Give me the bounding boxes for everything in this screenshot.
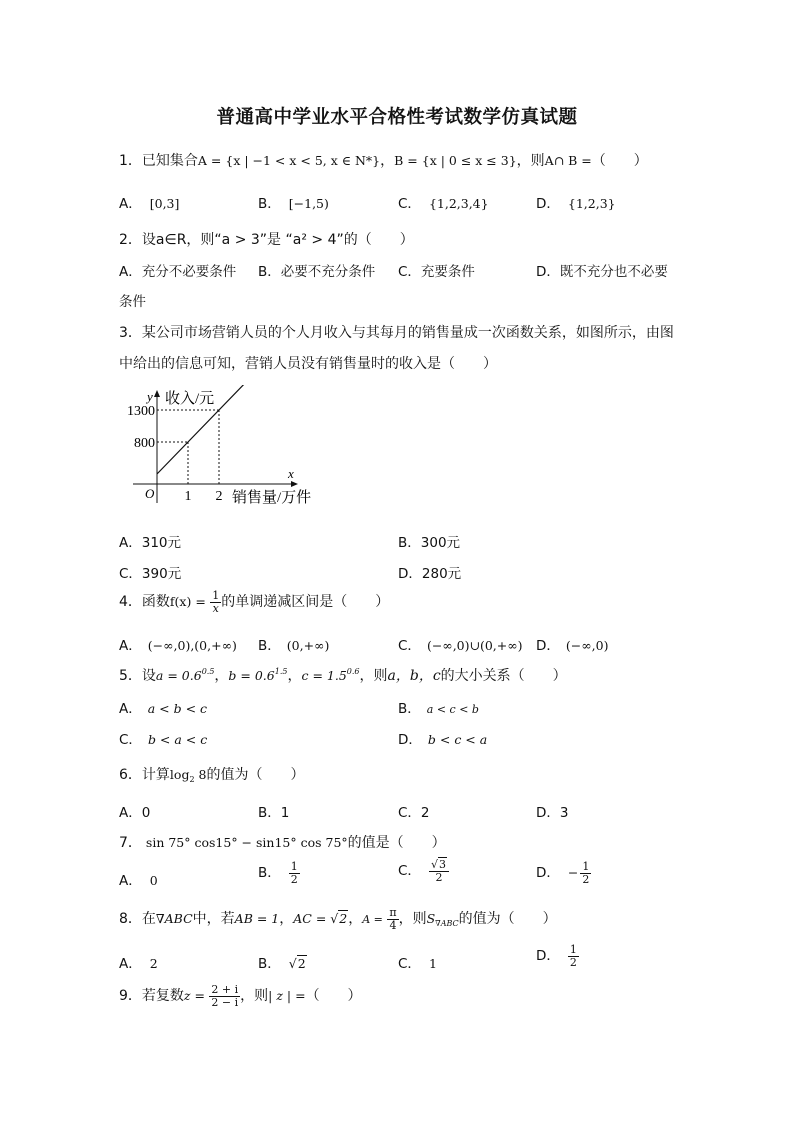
y-tick-800: 800 (134, 436, 155, 451)
set-a: A = {x | −1 < x < 5, x ∈ N*} (197, 153, 381, 168)
x-axis-label: 销售量/万件 (232, 490, 312, 506)
x-axis-letter: x (288, 466, 294, 481)
question-1 (119, 150, 648, 170)
triangle-label: ∇ABC (155, 911, 193, 927)
option-d[interactable]: D． b < c < a (398, 732, 488, 748)
question-6 (119, 764, 304, 784)
question-3 (119, 322, 674, 342)
page-title: 普通高中学业水平合格性考试数学仿真试题 (216, 107, 578, 128)
area-symbol: $S_{\nabla ABC}$ (426, 911, 459, 929)
complex-z: z = (183, 988, 205, 1004)
option-d[interactable]: D．既不充分也不必要 (536, 264, 668, 280)
question-stem-mid: ，则 (516, 153, 545, 169)
question-stem-tail: 的值为（ ） (206, 767, 305, 783)
x-tick-2: 2 (215, 489, 223, 504)
y-axis-arrow (154, 390, 160, 397)
separator: ， (380, 153, 395, 169)
y-axis-letter: y (147, 389, 153, 404)
question-stem-tail: 的大小关系（ ） (440, 668, 567, 684)
question-stem-tail: 的值为（ ） (458, 911, 557, 928)
trig-expression: sin 75° cos15° − sin15° cos 75° (145, 835, 348, 850)
option-d[interactable]: D． − $\frac{1}{2}$ (536, 860, 590, 886)
option-a[interactable]: A．310元 (119, 535, 182, 551)
option-a[interactable]: A．充分不必要条件 (119, 264, 237, 280)
option-d[interactable]: D． {1,2,3} (536, 196, 616, 212)
b-definition: $b = 0.6^{1.5}$ (228, 667, 288, 683)
option-d[interactable]: D． (−∞,0) (536, 638, 609, 654)
side-ac: AC = √2 (293, 911, 348, 927)
question-stem: 若复数 (141, 988, 184, 1005)
question-8: 8．在∇ABC中，若AB = 1，AC = √2，A = $\frac{\pi}{4}$ ，则$S_{\nabla ABC}$的值为（ ） (119, 906, 557, 932)
question-stem-tail: 的单调递减区间是（ ） (221, 594, 390, 611)
option-c[interactable]: C．390元 (119, 566, 182, 582)
question-number: 3． (119, 325, 142, 341)
question-number: 2． (119, 232, 142, 248)
option-b[interactable]: B．1 (258, 805, 290, 821)
option-b[interactable]: B． a < c < b (398, 701, 479, 717)
origin-label: O (145, 486, 155, 501)
angle-fraction: $\frac{\pi}{4}$ (389, 906, 397, 932)
question-3-line-2: 中给出的信息可知，营销人员没有销售量时的收入是（ ） (119, 356, 497, 372)
log-expression: $\log_2 8$ (169, 767, 207, 784)
x-axis-arrow (291, 481, 298, 487)
option-d[interactable]: D．280元 (398, 566, 462, 582)
set-expression: A∩ B = (544, 153, 592, 168)
option-a[interactable]: A．0 (119, 805, 151, 821)
question-number: 4． (119, 594, 142, 611)
option-c[interactable]: C． $\frac{√3}{2}$ (398, 859, 449, 883)
modulus-expression: | z | = (268, 988, 306, 1004)
option-b[interactable]: B． $\frac{1}{2}$ (258, 860, 298, 886)
option-a[interactable]: A． [0,3] (119, 196, 180, 212)
question-4 (119, 590, 389, 614)
set-b: B = {x | 0 ≤ x ≤ 3} (394, 153, 517, 168)
option-c[interactable]: C． {1,2,3,4} (398, 196, 489, 212)
option-c[interactable]: C． 1 (398, 956, 437, 972)
question-7 (119, 832, 446, 852)
question-9: 9．若复数z = $\frac{2 + i}{2 - i}$ ，则| z | =（ ） (119, 983, 362, 1009)
answer-blank: （ ） (591, 153, 648, 169)
question-number: 5． (119, 668, 142, 684)
x-tick-1: 1 (184, 489, 192, 504)
angle-a: A = (362, 913, 383, 927)
option-b[interactable]: B． (0,+∞) (258, 638, 330, 654)
question-number: 6． (119, 767, 142, 783)
option-c[interactable]: C． b < a < c (119, 732, 208, 748)
option-a[interactable]: A． a < b < c (119, 701, 208, 717)
option-d-wrap: 条件 (119, 294, 146, 310)
option-b[interactable]: B．300元 (398, 535, 461, 551)
option-c[interactable]: C． (−∞,0)∪(0,+∞) (398, 638, 523, 654)
complex-fraction: $\frac{2 + i}{2 - i}$ (211, 983, 239, 1009)
y-tick-1300: 1300 (127, 404, 155, 419)
income-chart (125, 385, 325, 510)
question-number: 9． (119, 988, 142, 1005)
question-5: 5．设$a = 0.6^{0.5}$，$b = 0.6^{1.5}$，$c = 1.5^{0.6}$，则a，b，c的大小关系（ ） (119, 667, 567, 684)
option-c[interactable]: C．充要条件 (398, 264, 475, 280)
fraction: $\frac{1}{x}$ (212, 589, 220, 615)
option-a[interactable]: A． 2 (119, 956, 158, 972)
question-stem: 设 (141, 668, 156, 684)
option-b[interactable]: B． [−1,5) (258, 196, 329, 212)
option-d[interactable]: D．3 (536, 805, 569, 821)
option-a[interactable]: A． (−∞,0),(0,+∞) (119, 638, 237, 654)
question-number: 7． (119, 835, 142, 851)
question-number: 1． (119, 153, 142, 169)
a-definition: $a = 0.6^{0.5}$ (155, 667, 215, 683)
question-stem-tail: 的值是（ ） (347, 835, 446, 851)
option-b[interactable]: B．必要不充分条件 (258, 264, 376, 280)
option-b[interactable]: B． √2 (258, 956, 306, 972)
side-ab: AB = 1 (234, 911, 280, 927)
option-c[interactable]: C．2 (398, 805, 430, 821)
c-definition: $c = 1.5^{0.6}$ (301, 667, 360, 683)
question-stem: 已知集合 (141, 153, 198, 169)
variables: a，b，c (387, 668, 441, 684)
question-number: 8． (119, 911, 142, 928)
option-a[interactable]: A． 0 (119, 873, 158, 889)
question-stem: 计算 (141, 767, 170, 783)
function-expression: f(x) = (169, 594, 206, 610)
question-stem-line-1: 某公司市场营销人员的个人月收入与其每月的销售量成一次函数关系，如图所示，由图 (141, 325, 674, 341)
question-stem: 函数 (141, 594, 170, 611)
question-stem: 设a∈R，则“a > 3”是 “a² > 4”的（ ） (141, 232, 414, 248)
answer-blank: （ ） (305, 988, 362, 1005)
y-axis-label: 收入/元 (165, 391, 215, 407)
question-2 (119, 229, 414, 249)
option-d[interactable]: D． $\frac{1}{2}$ (536, 943, 577, 969)
